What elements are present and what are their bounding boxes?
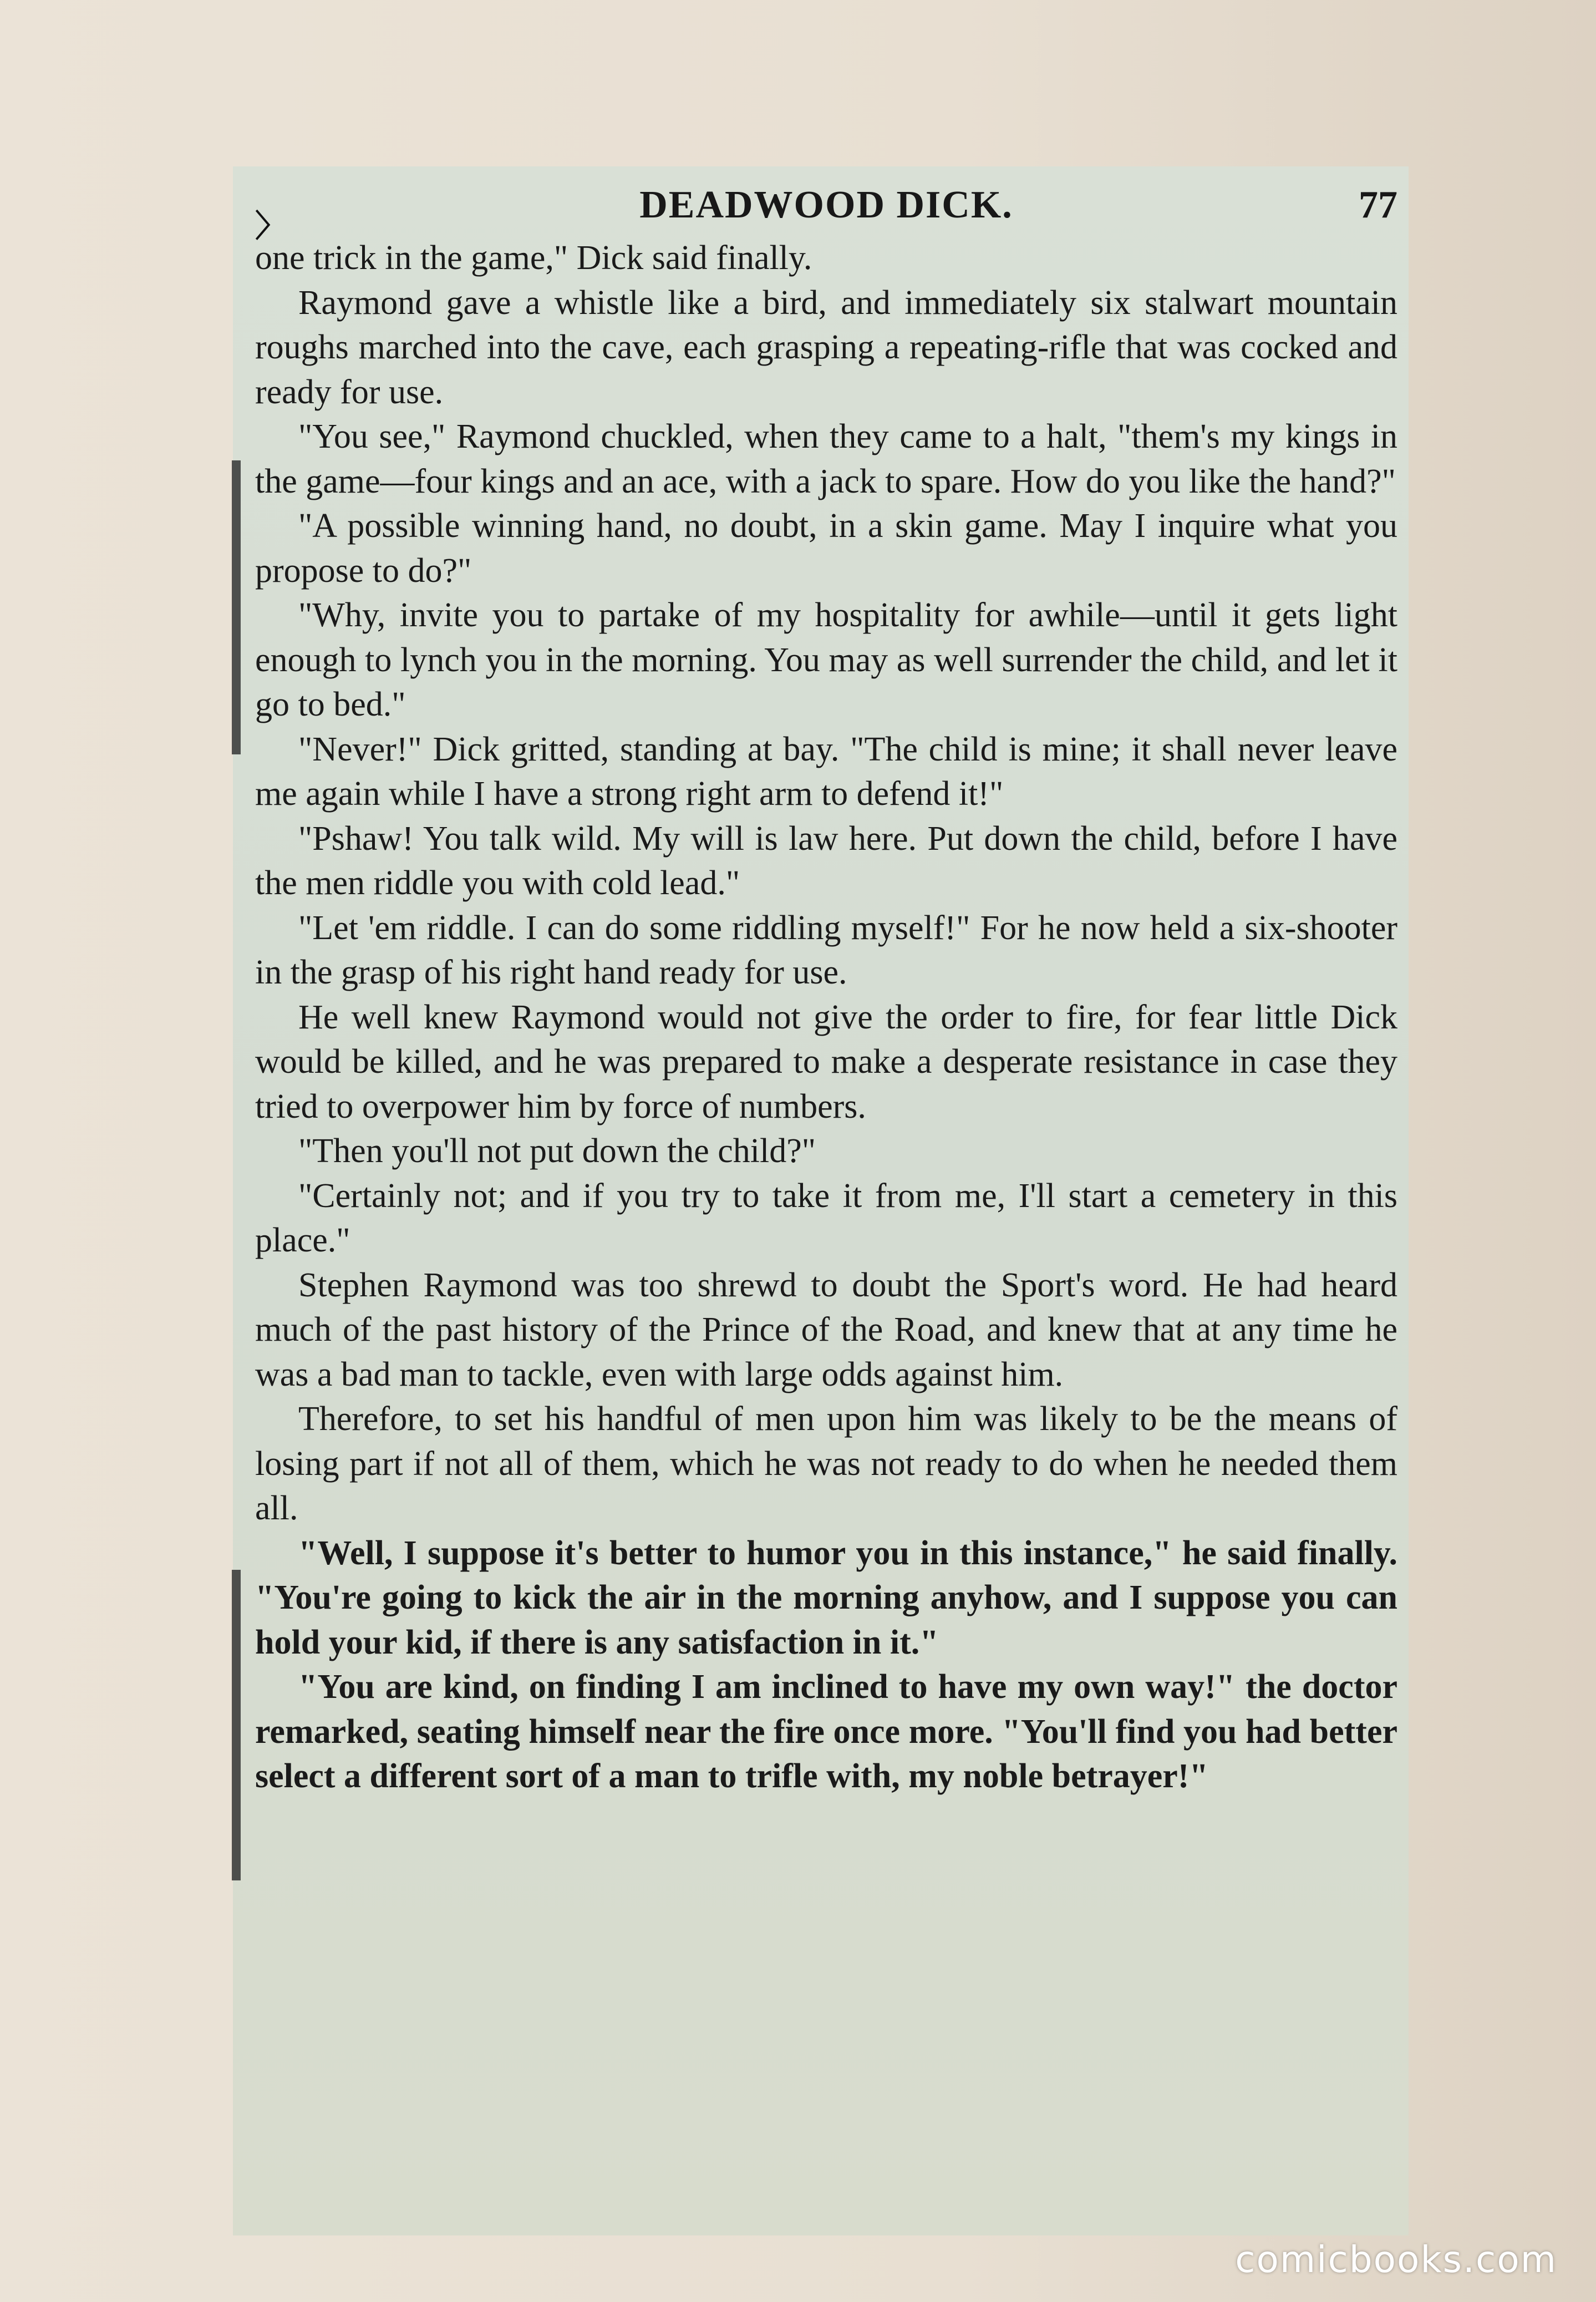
paragraph: "You see," Raymond chuckled, when they came to a halt, "them's my kings in the game—four kings and an ace, with a jack to spare. How do you like the hand?" (255, 418, 1397, 500)
margin-mark-upper (232, 460, 241, 754)
paragraph: "You are kind, on finding I am inclined to have my own way!" the doctor remarked, seating himself near the fire once more. "You'll find you had better select a different sort of a man to trifle with, my noble betrayer!" (255, 1668, 1397, 1795)
margin-mark-lower (232, 1570, 241, 1880)
watermark-text: comicbooks.com (1235, 2238, 1557, 2281)
paragraph: "Never!" Dick gritted, standing at bay. "The child is mine; it shall never leave me again while I have a strong right arm to defend it!" (255, 730, 1397, 813)
paragraph: He well knew Raymond would not give the order to fire, for fear little Dick would be killed, and he was prepared to make a desperate resistance in case they tried to overpower him by force of numbers. (255, 998, 1397, 1125)
paragraph: "Well, I suppose it's better to humor you in this instance," he said finally. "You're going to kick the air in the morning anyhow, and I suppose you can hold your kid, if there is any satisfaction in it." (255, 1534, 1397, 1661)
paragraph: Stephen Raymond was too shrewd to doubt the Sport's word. He had heard much of the past history of the Prince of the Road, and knew that at any time he was a bad man to tackle, even with large odds against him. (255, 1266, 1397, 1393)
running-header (255, 183, 1397, 245)
header-ornament: 〉 (255, 208, 286, 245)
paragraph: "Then you'll not put down the child?" (298, 1132, 816, 1170)
paragraph: one trick in the game," Dick said finally. (255, 239, 812, 277)
paragraph: "Let 'em riddle. I can do some riddling myself!" For he now held a six-shooter in the grasp of his right hand ready for use. (255, 909, 1397, 991)
paragraph: "A possible winning hand, no doubt, in a skin game. May I inquire what you propose to do?" (255, 507, 1397, 590)
paragraph: "Pshaw! You talk wild. My will is law here. Put down the child, before I have the men riddle you with cold lead." (255, 819, 1397, 902)
paragraph: Raymond gave a whistle like a bird, and immediately six stalwart mountain roughs marched into the cave, each grasping a repeating-rifle that was cocked and ready for use. (255, 283, 1397, 411)
page-body (255, 236, 1397, 1799)
page-number: 77 (1359, 184, 1397, 226)
paragraph: "Certainly not; and if you try to take it from me, I'll start a cemetery in this place." (255, 1177, 1397, 1259)
paragraph: "Why, invite you to partake of my hospitality for awhile—until it gets light enough to lynch you in the morning. You may as well surrender the child, and let it go to bed." (255, 596, 1397, 723)
header-title: DEADWOOD DICK. (639, 184, 1013, 226)
paragraph: Therefore, to set his handful of men upon him was likely to be the means of losing part if not all of them, which he was not ready to do when he needed them all. (255, 1400, 1397, 1527)
